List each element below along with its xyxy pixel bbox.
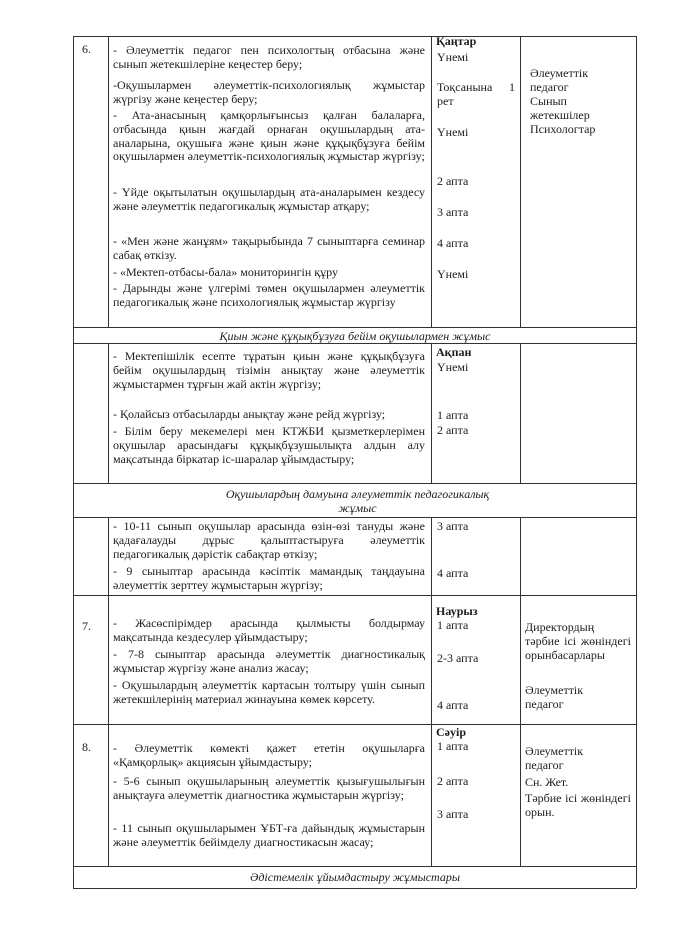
responsible-cell: Сынып жетекшілер xyxy=(530,94,590,122)
table-rule xyxy=(520,517,521,866)
activity-item: - «Мен және жанұям» тақырыбында 7 сыныптарға семинар сабақ өткізу. xyxy=(113,234,425,262)
section-heading: Қиын және құқықбұзуға бейім оқушылармен жұмыс xyxy=(219,329,491,343)
activity-item: - 9 сыныптар арасында кәсіптік мамандық таңдауына әлеуметтік зерттеу жұмыстарын жүргізу; xyxy=(113,564,425,592)
table-rule xyxy=(520,343,521,483)
date-cell: 1 апта xyxy=(437,408,469,422)
date-cell: Үнемі xyxy=(437,50,469,64)
responsible-cell: Директордың тәрбие ісі жөніндегі орынбасарлары xyxy=(525,620,631,662)
date-cell: 1 апта xyxy=(437,739,469,753)
table-rule xyxy=(520,36,521,327)
date-cell: 4 апта xyxy=(437,698,469,712)
table-rule xyxy=(73,36,636,37)
activity-item: - Әлеуметтік педагог пен психологтың отбасына және сынып жетекшілеріне кеңестер беру; xyxy=(113,43,425,71)
date-cell: 3 апта xyxy=(437,519,469,533)
date-cell: 2 апта xyxy=(437,174,469,188)
row-number: 6. xyxy=(82,42,91,56)
date-cell: 3 апта xyxy=(437,205,469,219)
responsible-cell: Әлеуметтік педагог xyxy=(525,683,584,711)
activity-item: - Дарынды және үлгерімі төмен оқушылармен әлеуметтік педагогикалық және психологиялық жұмыстар жүргізу xyxy=(113,281,425,309)
table-rule xyxy=(431,343,432,483)
activity-item: - «Мектеп-отбасы-бала» мониторингін құру xyxy=(113,265,338,279)
table-rule xyxy=(73,866,636,867)
table-rule xyxy=(73,327,636,328)
date-cell: 2 апта xyxy=(437,423,469,437)
table-rule xyxy=(73,888,636,889)
table-rule xyxy=(73,724,636,725)
row-number: 7. xyxy=(82,619,91,633)
activity-item: -Оқушылармен әлеуметтік-психологиялық жұмыстар жүргізу және кеңестер беру; xyxy=(113,78,425,106)
activity-item: - 7-8 сыныптар арасында әлеуметтік диагностикалық жұмыстар жүргізу және анализ жасау; xyxy=(113,647,425,675)
responsible-cell: Әлеуметтік педагог xyxy=(530,66,589,94)
table-rule xyxy=(431,517,432,866)
table-rule xyxy=(431,36,432,327)
date-cell: 4 апта xyxy=(437,566,469,580)
activity-item: - Әлеуметтік көмекті қажет ететін оқушыларға «Қамқорлық» акциясын ұйымдастыру; xyxy=(113,741,425,769)
month-heading: Қаңтар xyxy=(436,34,477,48)
date-cell: 2 апта xyxy=(437,774,469,788)
activity-item: - Оқушылардың әлеуметтік картасын толтыру үшін сынып жетекшілерінің материал жинауына көмек көрсету. xyxy=(113,678,425,706)
date-cell: 4 апта xyxy=(437,236,469,250)
table-rule xyxy=(636,36,637,888)
month-heading: Наурыз xyxy=(436,604,478,618)
date-cell: 2-3 апта xyxy=(437,651,479,665)
activity-item: - Ата-анасының қамқорлығынсыз қалған балаларға, отбасында қиын жағдай орнаған оқушылардың ата-аналарына, оқушыға және қиын және құқықбұзуға бейім оқушылармен әлеуметтік-психологиялық жұмыстар жүргізу; xyxy=(113,108,425,164)
activity-item: - Мектепішілік есепте тұратын қиын және құқықбұзуға бейім оқушылардың тізімін анықтау және әлеуметтік жұмыстармен тұрғын жай актін жүргізу; xyxy=(113,349,425,391)
section-heading: Әдістемелік ұйымдастыру жұмыстары xyxy=(250,870,460,884)
month-heading: Ақпан xyxy=(436,345,472,359)
date-cell: Тоқсанына 1 рет xyxy=(437,80,515,108)
activity-item: - Қолайсыз отбасыларды анықтау және рейд жүргізу; xyxy=(113,407,386,421)
responsible-cell: Әлеуметтік педагог xyxy=(525,744,584,772)
table-rule xyxy=(73,595,636,596)
month-heading: Сәуір xyxy=(436,725,466,739)
responsible-cell: Тәрбие ісі жөніндегі орын. xyxy=(525,791,631,819)
activity-item: - Білім беру мекемелері мен КТЖБИ қызметкерлерімен оқушылар арасындағы құқықбұзушылықта алдын алу мақсатында біркатар іс-шаралар ұйымдастыру; xyxy=(113,424,425,466)
date-cell: 3 апта xyxy=(437,807,469,821)
activity-item: - 11 сынып оқушыларымен ҰБТ-ға дайындық жұмыстарын және әлеуметтік бейімделу диагностикасын жасау; xyxy=(113,821,425,849)
activity-item: - 5-6 сынып оқушыларының әлеуметтік қызығушылығын анықтауға әлеуметтік диагностика жұмыстарын жүргізу; xyxy=(113,774,425,802)
row-number: 8. xyxy=(82,740,91,754)
responsible-cell: Психологтар xyxy=(530,122,596,136)
date-cell: 1 апта xyxy=(437,618,469,632)
table-rule xyxy=(108,36,109,327)
table-rule xyxy=(73,483,636,484)
table-rule xyxy=(108,343,109,483)
date-cell: Үнемі xyxy=(437,267,469,281)
activity-item: - Жасөспірімдер арасында қылмысты болдырмау мақсатында кездесулер ұйымдастыру; xyxy=(113,616,425,644)
date-cell: Үнемі xyxy=(437,125,469,139)
table-rule xyxy=(73,517,636,518)
responsible-cell: Сн. Жет. xyxy=(525,775,569,789)
section-heading: Оқушылардың дамуына әлеуметтік педагогикалық жұмыс xyxy=(225,487,490,515)
activity-item: - Үйде оқытылатын оқушылардың ата-аналарымен кездесу және әлеуметтік педагогикалық жұмыстар атқару; xyxy=(113,185,425,213)
table-rule xyxy=(73,343,636,344)
activity-item: - 10-11 сынып оқушылар арасында өзін-өзі тануды және қадағалауды дұрыс қалыптастыруға әлеуметтік педагогикалық дәрістік сабақтар өткізу; xyxy=(113,519,425,561)
table-rule xyxy=(108,517,109,866)
table-rule xyxy=(73,36,74,888)
date-cell: Үнемі xyxy=(437,360,469,374)
